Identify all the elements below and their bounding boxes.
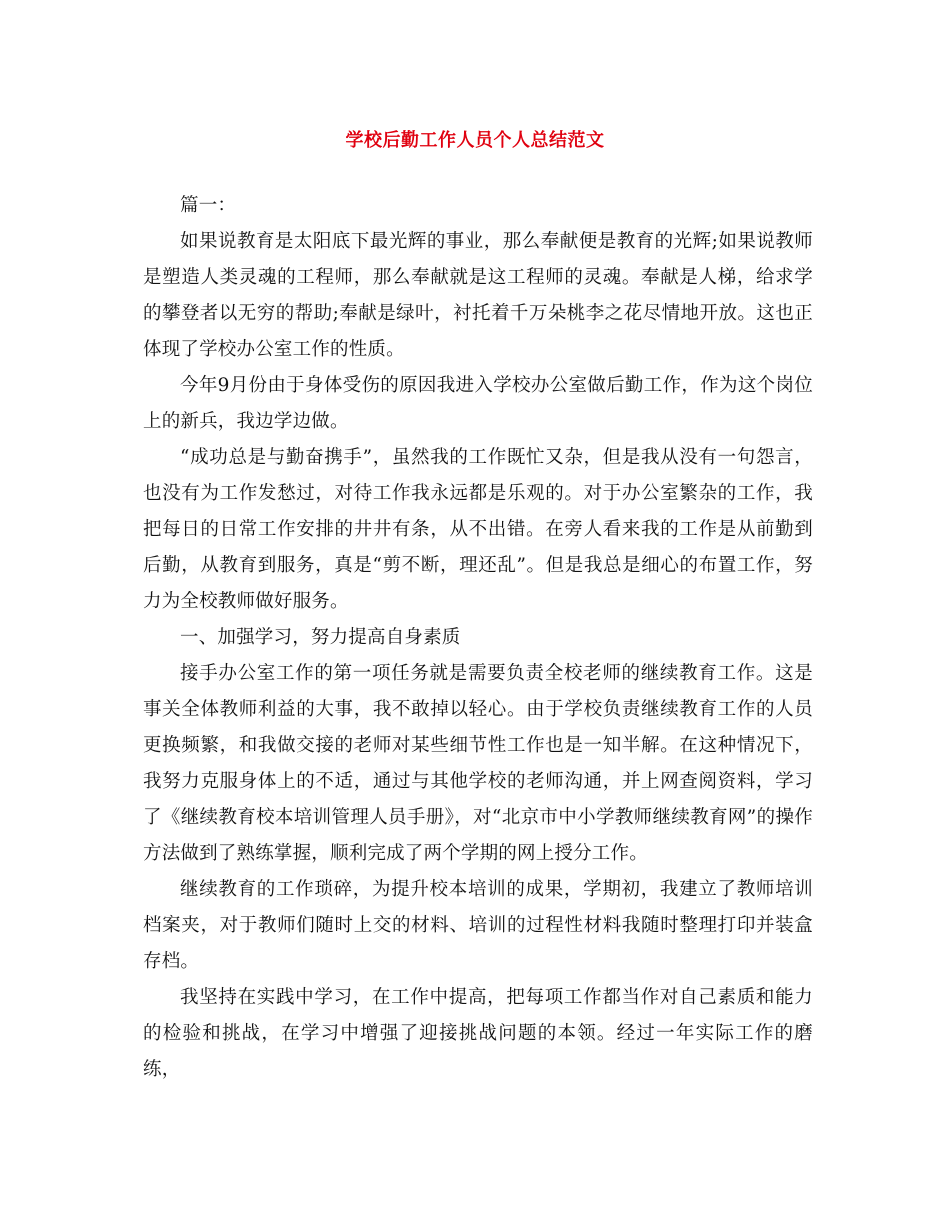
document-title: 学校后勤工作人员个人总结范文 [345,130,605,151]
paragraph-practice-learning: 我坚持在实践中学习，在工作中提高，把每项工作都当作对自己素质和能力的检验和挑战，在学习中增强了迎接挑战问题的本领。经过一年实际工作的磨练， [143,987,813,1080]
paragraph-diligence: “成功总是与勤奋携手”，虽然我的工作既忙又杂，但是我从没有一句怨言，也没有为工作发愁过，对待工作我永远都是乐观的。对于办公室繁杂的工作，我把每日的日常工作安排的井井有条，从不出错。在旁人看来我的工作是从前勤到后勤，从教育到服务，真是“剪不断，理还乱”。但是我总是细心的布置工作，努力为全校教师做好服务。 [143,447,813,612]
paragraph-section-heading: 一、加强学习，努力提高自身素质 [180,627,461,648]
document-body [143,188,813,1088]
paragraph-start-job: 今年9月份由于身体受伤的原因我进入学校办公室做后勤工作，作为这个岗位上的新兵，我边学边做。 [143,375,813,432]
paragraph-continuing-education: 接手办公室工作的第一项任务就是需要负责全校老师的继续教育工作。这是事关全体教师利益的大事，我不敢掉以轻心。由于学校负责继续教育工作的人员更换频繁，和我做交接的老师对某些细节性工作也是一知半解。在这种情况下，我努力克服身体上的不适，通过与其他学校的老师沟通，并上网查阅资料，学习了《继续教育校本培训管理人员手册》，对“北京市中小学教师继续教育网”的操作方法做到了熟练掌握，顺利完成了两个学期的网上授分工作。 [143,663,813,864]
paragraph-dedication: 如果说教育是太阳底下最光辉的事业，那么奉献便是教育的光辉;如果说教师是塑造人类灵魂的工程师，那么奉献就是这工程师的灵魂。奉献是人梯，给求学的攀登者以无穷的帮助;奉献是绿叶，衬托着千万朵桃李之花尽情地开放。这也正体现了学校办公室工作的性质。 [143,231,813,360]
paragraph-training-archive: 继续教育的工作琐碎，为提升校本培训的成果，学期初，我建立了教师培训档案夹，对于教师们随时上交的材料、培训的过程性材料我随时整理打印并装盒存档。 [143,879,813,972]
paragraph-heading-part-one: 篇一： [180,195,237,216]
